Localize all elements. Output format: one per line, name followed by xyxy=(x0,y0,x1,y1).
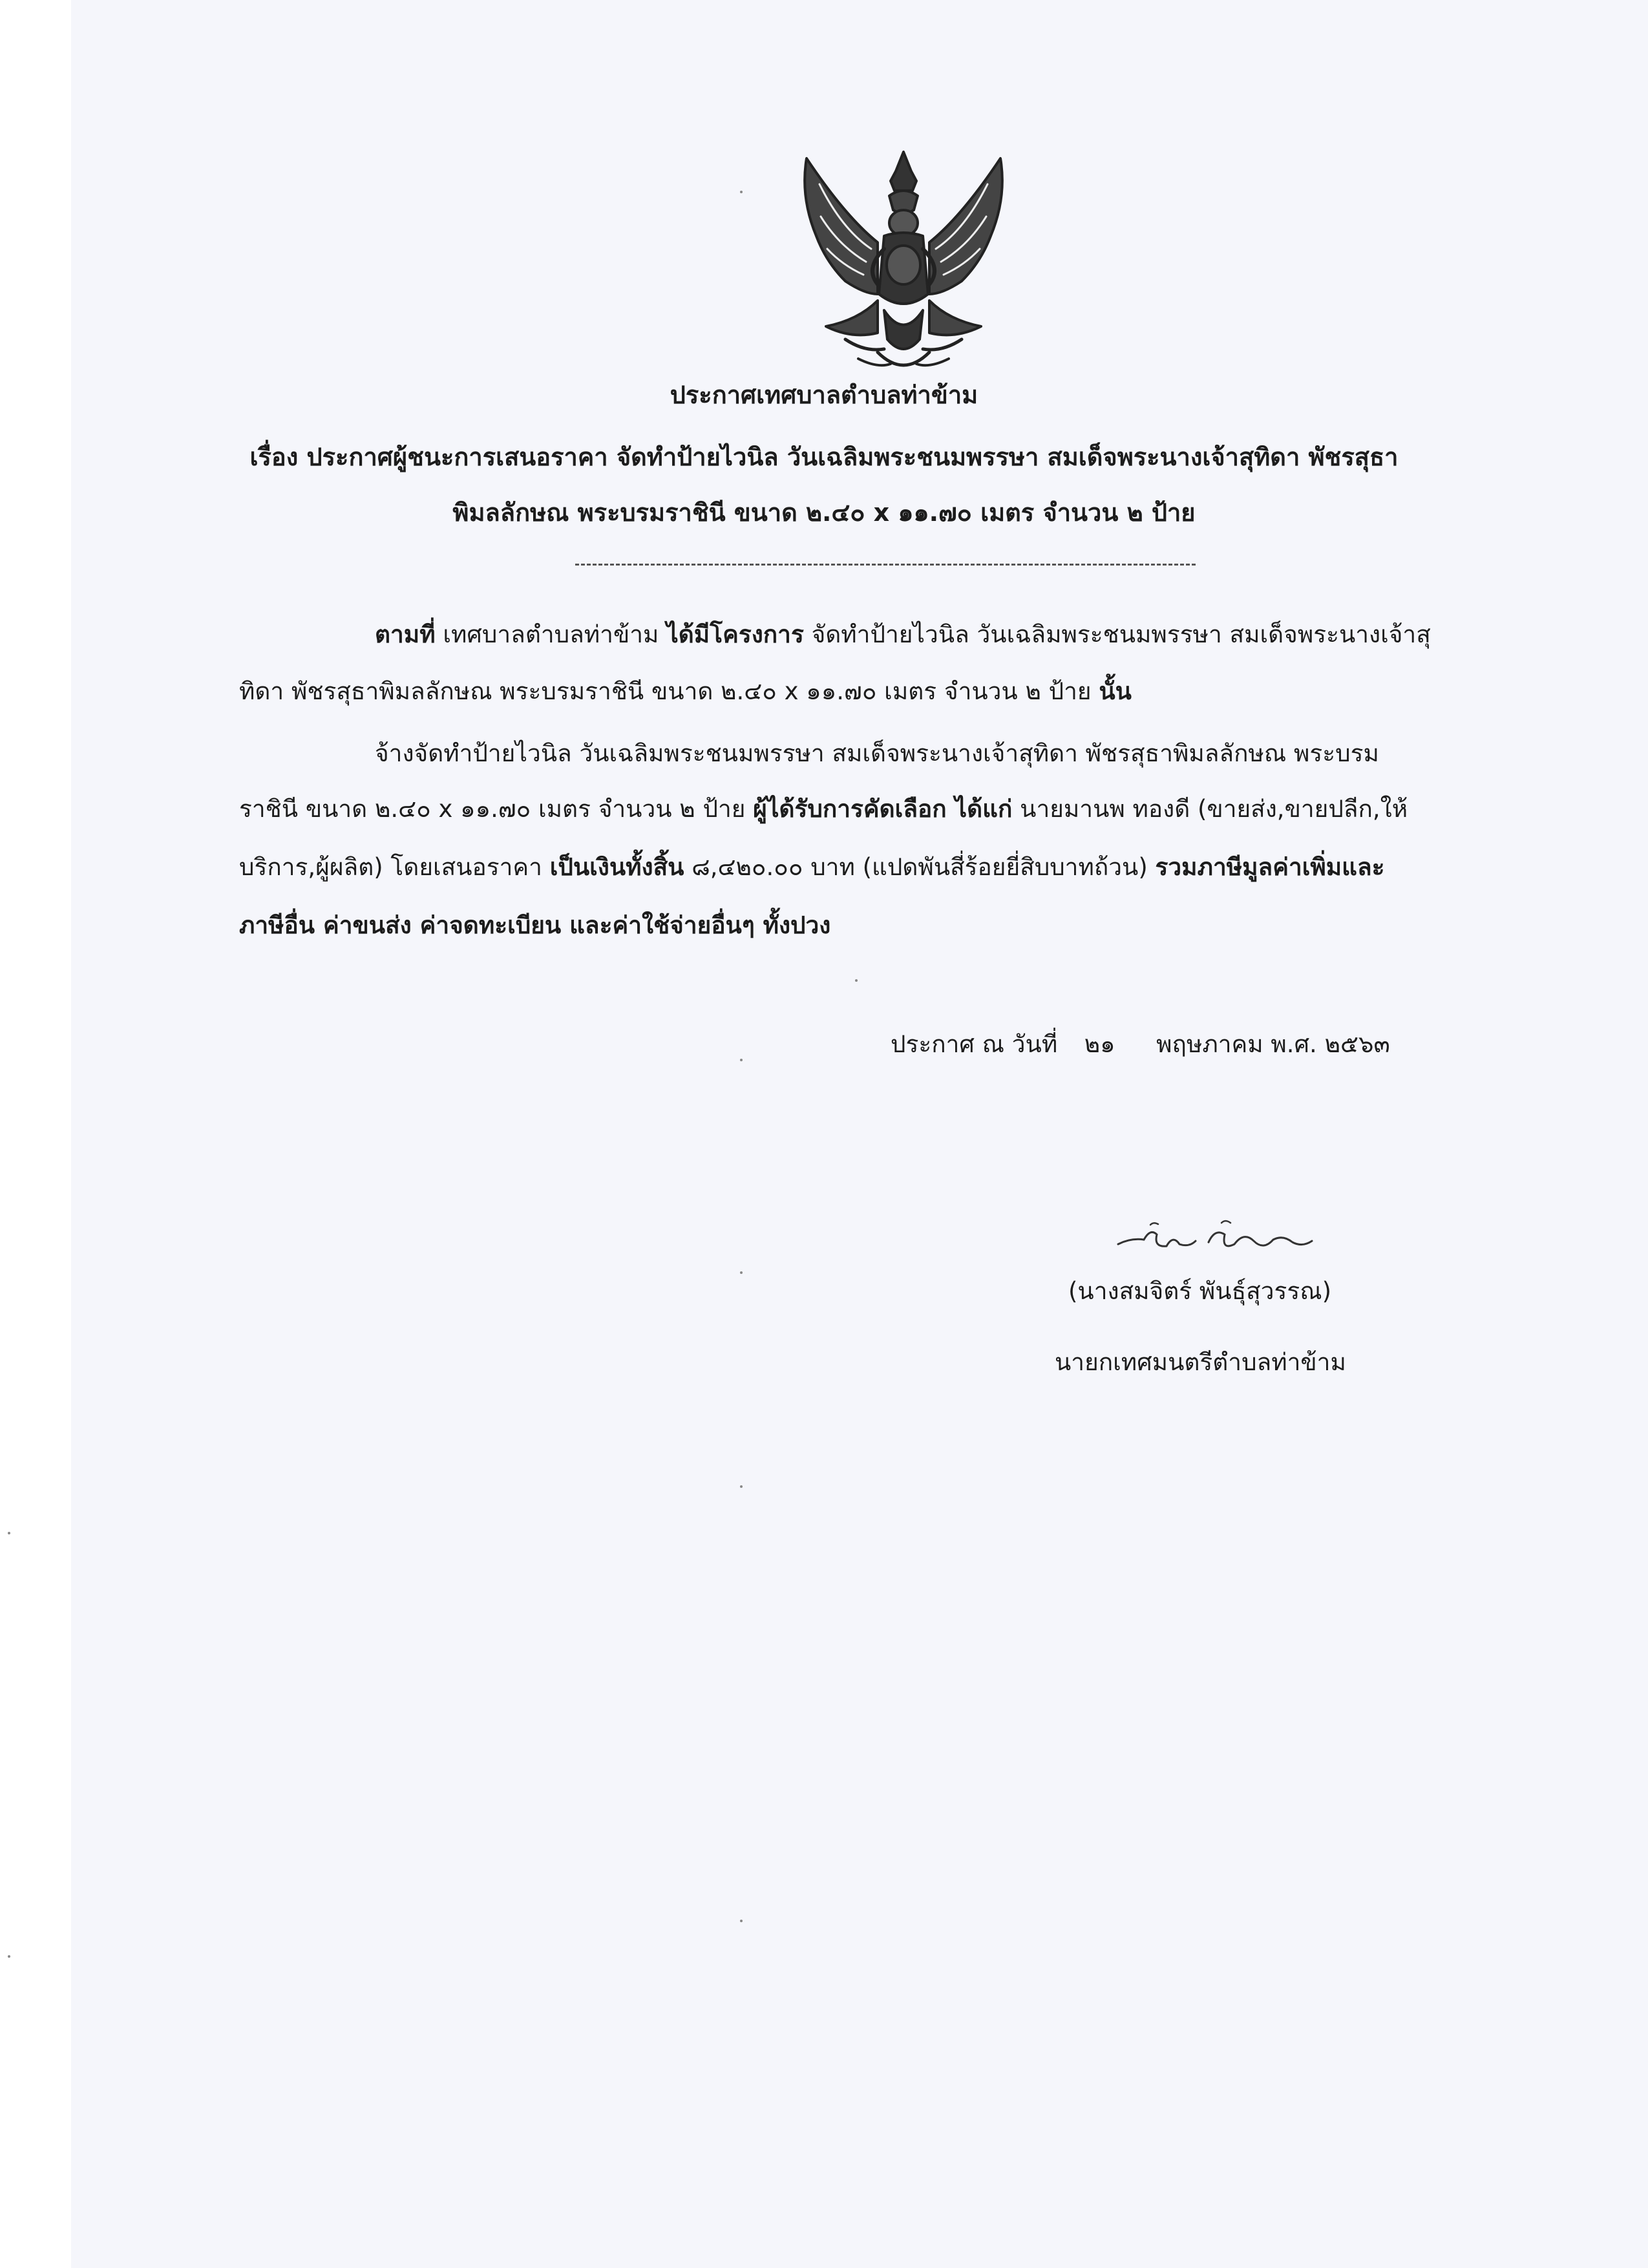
text-bold: ได้มีโครงการ xyxy=(666,620,804,648)
garuda-emblem-icon xyxy=(781,145,1026,385)
text: เทศบาลตำบลท่าข้าม xyxy=(435,620,667,648)
text-bold: รวมภาษีมูลค่าเพิ่มและ xyxy=(1155,853,1385,881)
scan-speck xyxy=(740,1059,743,1061)
text: จัดทำป้ายไวนิล วันเฉลิมพระชนมพรรษา สมเด็จพระนางเจ้าสุ xyxy=(803,620,1431,648)
paragraph-1-line-1 xyxy=(375,615,1431,653)
announcement-date xyxy=(891,1025,1390,1063)
text: บริการ,ผู้ผลิต) โดยเสนอราคา xyxy=(239,853,550,881)
subject-line-1: เรื่อง ประกาศผู้ชนะการเสนอราคา จัดทำป้ายไวนิล วันเฉลิมพระชนมพรรษา สมเด็จพระนางเจ้าสุทิดา พัชรสุธา xyxy=(249,443,1399,471)
paragraph-2-line-2 xyxy=(239,790,1408,828)
signatory-name: (นางสมจิตร์ พันธุ์สุวรรณ) xyxy=(1068,1277,1332,1305)
paragraph-2-line-1: จ้างจัดทำป้ายไวนิล วันเฉลิมพระชนมพรรษา สมเด็จพระนางเจ้าสุทิดา พัชรสุธาพิมลลักษณ พระบรม xyxy=(375,739,1379,767)
scan-speck xyxy=(740,1485,743,1488)
text-bold: เป็นเงินทั้งสิ้น xyxy=(549,853,684,881)
text-bold: นั้น xyxy=(1099,677,1132,705)
scan-speck xyxy=(855,979,858,982)
text-bold: ตามที่ xyxy=(375,620,436,648)
paragraph-1-line-2 xyxy=(239,672,1132,710)
scan-speck xyxy=(740,1920,743,1922)
subject-line-2: พิมลลักษณ พระบรมราชินี ขนาด ๒.๔๐ x ๑๑.๗๐ เมตร จำนวน ๒ ป้าย xyxy=(452,498,1196,527)
text: ราชินี ขนาด ๒.๔๐ x ๑๑.๗๐ เมตร จำนวน ๒ ป้าย xyxy=(239,795,754,823)
separator-dashes xyxy=(575,564,1196,566)
signature-icon xyxy=(1112,1215,1325,1267)
scan-speck xyxy=(8,1955,10,1958)
scan-speck xyxy=(8,1532,10,1534)
text: นายมานพ ทองดี (ขายส่ง,ขายปลีก,ให้ xyxy=(1012,795,1408,823)
text: ทิดา พัชรสุธาพิมลลักษณ พระบรมราชินี ขนาด ๒.๔๐ x ๑๑.๗๐ เมตร จำนวน ๒ ป้าย xyxy=(239,677,1099,705)
scan-speck xyxy=(740,1271,743,1274)
document-title: ประกาศเทศบาลตำบลท่าข้าม xyxy=(670,381,978,409)
paragraph-2-line-3 xyxy=(239,848,1385,886)
signatory-position: นายกเทศมนตรีตำบลท่าข้าม xyxy=(1055,1348,1346,1376)
text-bold: ผู้ได้รับการคัดเลือก ได้แก่ xyxy=(753,795,1013,823)
date-day: ๒๑ xyxy=(1084,1030,1115,1058)
date-prefix: ประกาศ ณ วันที่ xyxy=(891,1030,1058,1058)
scan-speck xyxy=(740,191,743,193)
paragraph-2-line-4: ภาษีอื่น ค่าขนส่ง ค่าจดทะเบียน และค่าใช้จ่ายอื่นๆ ทั้งปวง xyxy=(239,911,831,939)
date-month-year: พฤษภาคม พ.ศ. ๒๕๖๓ xyxy=(1156,1030,1390,1058)
text: ๘,๔๒๐.๐๐ บาท (แปดพันสี่ร้อยยี่สิบบาทถ้วน) xyxy=(684,853,1156,881)
